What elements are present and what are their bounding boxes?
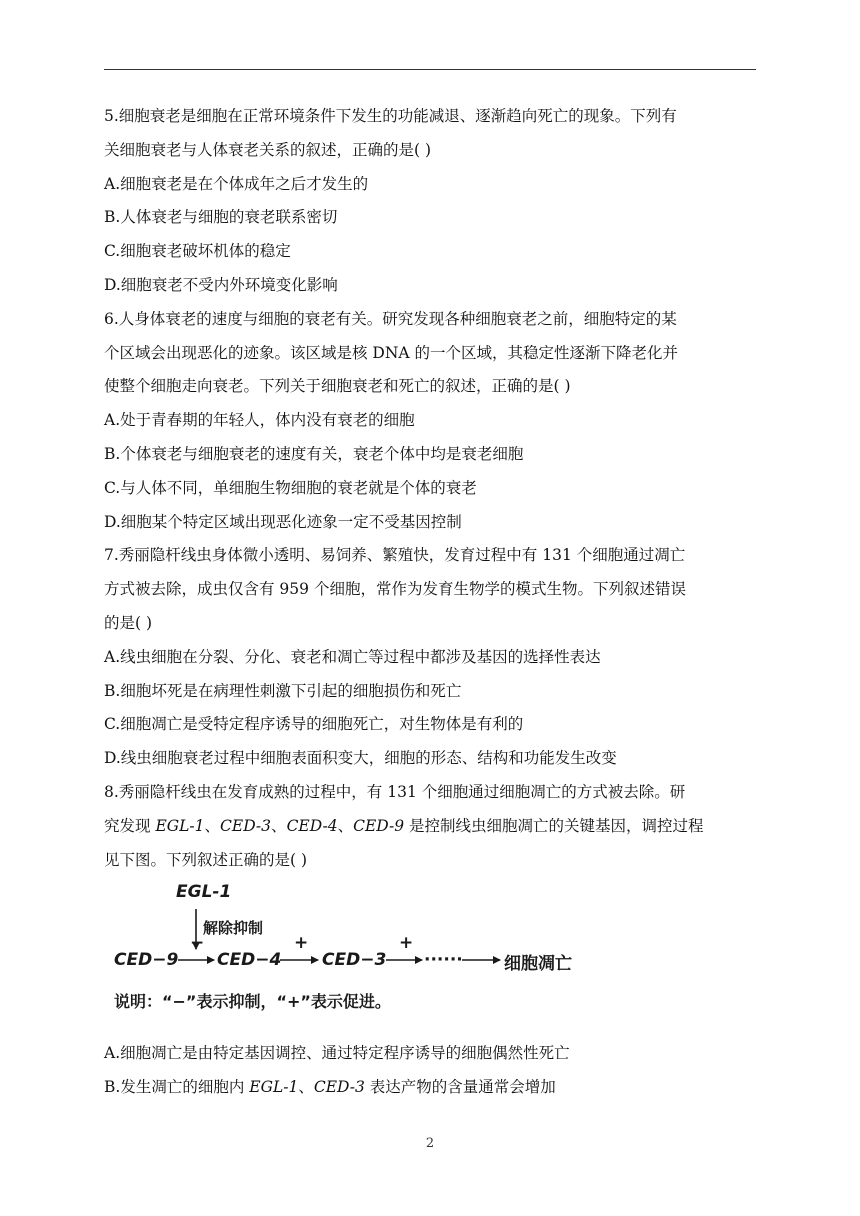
figure-ced9-label: CED−9 [114,950,179,971]
figure-caption: 说明：“−”表示抑制，“+”表示促进。 [114,992,391,1012]
q6-stem-line-1: 6.人身体衰老的速度与细胞的衰老有关。研究发现各种细胞衰老之前，细胞特定的某 [104,309,677,328]
q5-option-a: A.细胞衰老是在个体成年之后才发生的 [104,174,369,193]
q6-option-b: B.个体衰老与细胞衰老的速度有关，衰老个体中均是衰老细胞 [104,444,524,463]
q7-option-b: B.细胞坏死是在病理性刺激下引起的细胞损伤和死亡 [104,681,462,700]
q5-stem-line-1: 5.细胞衰老是细胞在正常环境条件下发生的功能减退、逐渐趋向死亡的现象。下列有 [104,107,677,125]
q8-stem-text: 究发现 [104,816,156,835]
page-number: 2 [425,1136,435,1151]
q6-option-c: C.与人体不同，单细胞生物细胞的衰老就是个体的衰老 [104,478,477,497]
figure-relieve-label: 解除抑制 [203,919,264,938]
figure-apoptosis-label: 细胞凋亡 [504,954,572,975]
q7-stem-line-3: 的是( ) [104,613,153,632]
q7-stem-line-1: 7.秀丽隐杆线虫身体微小透明、易饲养、繁殖快，发育过程中有 131 个细胞通过凋亡 [104,546,686,565]
gene-ced3: CED-3 [313,1078,365,1097]
q7-option-a: A.线虫细胞在分裂、分化、衰老和凋亡等过程中都涉及基因的选择性表达 [104,647,601,666]
gene-ced9: CED-9 [353,816,405,835]
separator: 、 [298,1078,314,1097]
q7-option-d: D.线虫细胞衰老过程中细胞表面积变大，细胞的形态、结构和功能发生改变 [104,749,617,768]
figure-minus-sign: − [190,933,205,954]
gene-egl1: EGL-1 [249,1078,299,1097]
gene-egl1: EGL-1 [155,816,205,835]
q8-stem-text: 是控制线虫细胞凋亡的关键基因，调控过程 [404,816,704,835]
figure-plus-sign-2: + [399,933,414,954]
q6-option-d: D.细胞某个特定区域出现恶化迹象一定不受基因控制 [104,512,462,531]
q7-option-c: C.细胞凋亡是受特定程序诱导的细胞死亡，对生物体是有利的 [104,715,524,734]
q8-option-b [104,1071,756,1105]
header-rule [104,69,756,70]
q8-stem-line-2 [104,810,756,844]
q5-stem-line-2: 关细胞衰老与人体衰老关系的叙述，正确的是( ) [104,140,432,159]
separator: 、 [271,816,287,835]
gene-ced3: CED-3 [220,816,272,835]
q6-stem-line-3: 使整个细胞走向衰老。下列关于细胞衰老和死亡的叙述，正确的是( ) [104,377,571,396]
q8-option-b-text: 表达产物的含量通常会增加 [364,1078,556,1097]
regulation-pathway-figure [104,877,756,1037]
q7-stem-line-2: 方式被去除，成虫仅含有 959 个细胞，常作为发育生物学的模式生物。下列叙述错误 [104,580,686,599]
separator: 、 [204,816,221,835]
separator: 、 [337,816,354,835]
figure-ced4-label: CED−4 [217,950,282,971]
q8-stem-line-1: 8.秀丽隐杆线虫在发育成熟的过程中，有 131 个细胞通过细胞凋亡的方式被去除。研 [104,782,686,801]
q6-stem-line-2: 个区域会出现恶化的迹象。该区域是核 DNA 的一个区域，其稳定性逐渐下降老化并 [104,343,679,362]
q5-option-d: D.细胞衰老不受内外环境变化影响 [104,275,338,294]
figure-egl1-label: EGL-1 [176,882,232,903]
figure-plus-sign-1: + [294,933,309,954]
q6-option-a: A.处于青春期的年轻人，体内没有衰老的细胞 [104,411,415,430]
q8-stem-line-3: 见下图。下列叙述正确的是( ) [104,850,308,869]
q8-option-a: A.细胞凋亡是由特定基因调控、通过特定程序诱导的细胞偶然性死亡 [104,1044,570,1063]
page-content [104,100,756,1105]
q5-option-c: C.细胞衰老破坏机体的稳定 [104,242,291,261]
gene-ced4: CED-4 [286,816,338,835]
q5-option-b: B.人体衰老与细胞的衰老联系密切 [104,208,338,227]
figure-dots: ······ [424,950,463,971]
q8-option-b-text: B.发生凋亡的细胞内 [104,1078,250,1097]
figure-ced3-label: CED−3 [322,950,387,971]
